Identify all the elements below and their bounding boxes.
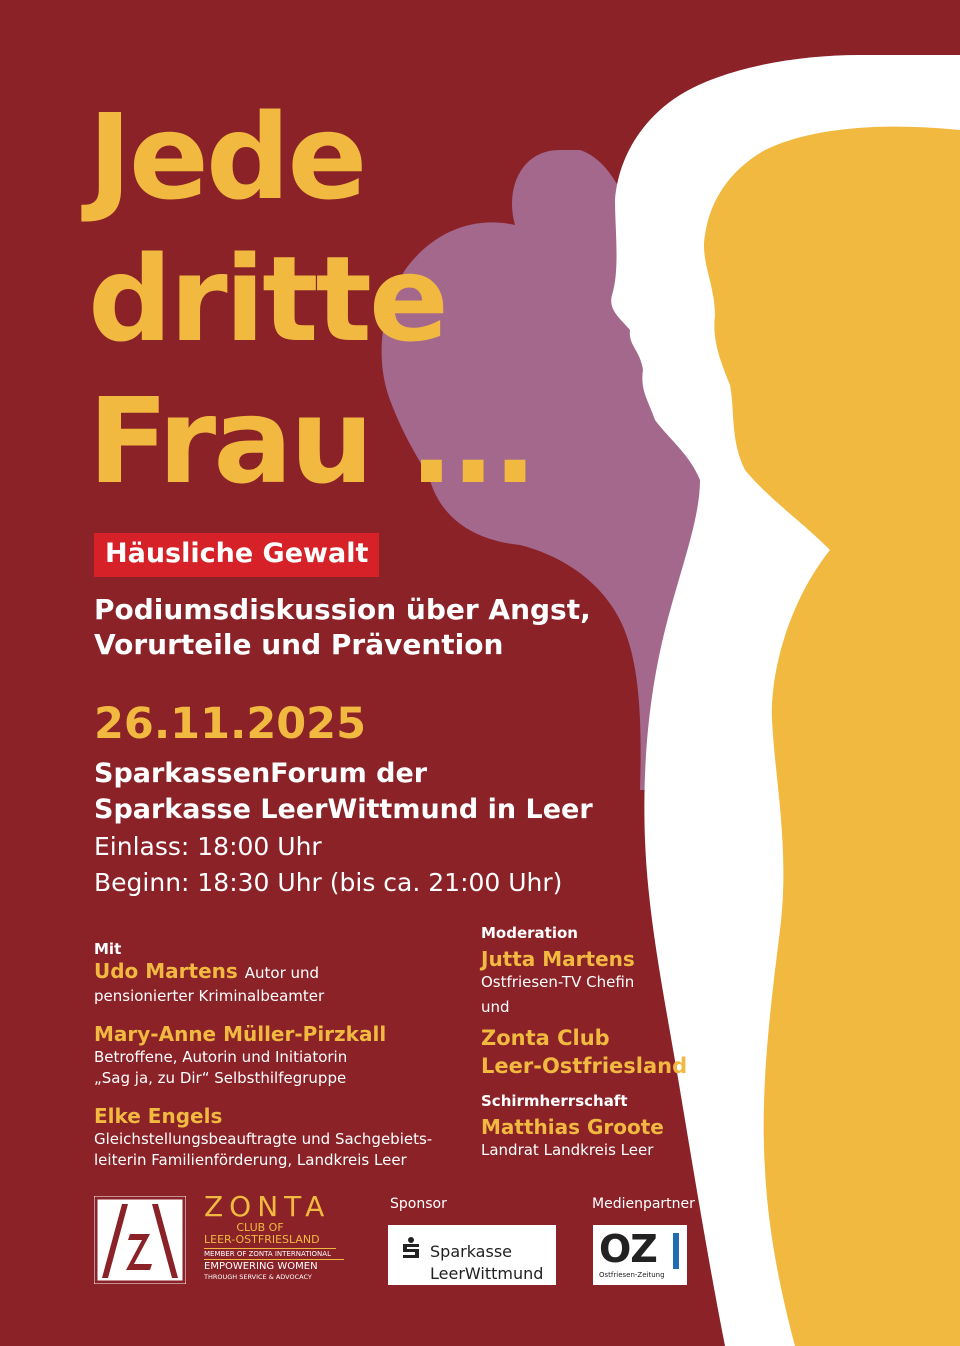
zonta-word: ZONTA	[204, 1190, 331, 1223]
moderator-desc: Ostfriesen-TV Chefin	[481, 973, 635, 991]
media-partner-label: Medienpartner	[592, 1196, 695, 1212]
zonta-empowering: EMPOWERING WOMEN	[204, 1259, 344, 1273]
oz-logo-text: OZ	[599, 1227, 657, 1271]
zonta-through: THROUGH SERVICE & ADVOCACY	[204, 1273, 312, 1281]
panelist-desc-line: Betroffene, Autorin und Initiatorin	[94, 1048, 348, 1066]
zonta-club-line-1: CLUB OF	[236, 1221, 284, 1234]
subtitle-line-2: Vorurteile und Prävention	[94, 628, 504, 661]
patron-name: Matthias Groote	[481, 1115, 664, 1139]
panelist-desc-line: Gleichstellungsbeauftragte und Sachgebiets-	[94, 1130, 433, 1148]
panelist-name: Mary-Anne Müller-Pirzkall	[94, 1022, 387, 1046]
moderator-name: Jutta Martens	[481, 947, 635, 971]
panelist-inline-desc: Autor und	[244, 964, 320, 982]
subtitle	[94, 592, 591, 662]
oz-logo-subtitle: Ostfriesen-Zeitung	[599, 1271, 665, 1279]
venue-line-1: SparkassenForum der	[94, 758, 428, 789]
venue-line-2: Sparkasse LeerWittmund in Leer	[94, 794, 593, 825]
sponsor-name	[430, 1241, 543, 1285]
patron-desc: Landrat Landkreis Leer	[481, 1141, 654, 1159]
panelist-name: Elke Engels	[94, 1104, 223, 1128]
panelist-desc-line: leiterin Familienförderung, Landkreis Leer	[94, 1151, 407, 1169]
moderation-section	[481, 924, 701, 1161]
sponsor-name-line-1: Sparkasse	[430, 1242, 512, 1261]
event-date: 26.11.2025	[94, 699, 367, 749]
topic-badge: Häusliche Gewalt	[94, 533, 379, 577]
media-partner-logo	[593, 1225, 687, 1285]
sponsor-label: Sponsor	[390, 1196, 447, 1212]
organizer-name-line-1: Zonta Club	[481, 1026, 610, 1050]
zonta-emblem-icon	[92, 1194, 188, 1286]
zonta-club-line-2: LEER-OSTFRIESLAND	[204, 1233, 320, 1246]
zonta-member: MEMBER OF ZONTA INTERNATIONAL	[204, 1248, 336, 1259]
headline	[88, 86, 534, 512]
admission-time: Einlass: 18:00 Uhr	[94, 832, 322, 861]
panelist-name-text: Udo Martens	[94, 959, 238, 983]
sponsor-logo	[388, 1225, 556, 1285]
moderation-label: Moderation	[481, 924, 578, 942]
headline-line-3: Frau ...	[88, 372, 535, 510]
start-time: Beginn: 18:30 Uhr (bis ca. 21:00 Uhr)	[94, 868, 563, 897]
headline-line-2: dritte	[88, 230, 446, 368]
sparkasse-s-icon	[400, 1237, 422, 1259]
panelist-desc	[94, 1129, 474, 1171]
venue	[94, 756, 593, 828]
headline-line-1: Jede	[88, 88, 365, 226]
patron-label: Schirmherrschaft	[481, 1092, 628, 1110]
panelist-desc	[94, 986, 474, 1007]
event-times	[94, 829, 562, 901]
subtitle-line-1: Podiumsdiskussion über Angst,	[94, 593, 591, 626]
zonta-wordmark	[204, 1192, 344, 1282]
panelist-desc-line: „Sag ja, zu Dir“ Selbsthilfegruppe	[94, 1069, 347, 1087]
moderation-and: und	[481, 998, 510, 1016]
panelist-desc-line: pensionierter Kriminalbeamter	[94, 987, 325, 1005]
panel-label: Mit	[94, 940, 122, 958]
sponsor-name-line-2: LeerWittmund	[430, 1264, 544, 1283]
panel-list	[94, 940, 474, 1171]
panelist-desc	[94, 1047, 474, 1089]
oz-logo-bar	[673, 1233, 679, 1269]
organizer-name-line-2: Leer-Ostfriesland	[481, 1054, 688, 1078]
panelist-name	[94, 958, 474, 986]
